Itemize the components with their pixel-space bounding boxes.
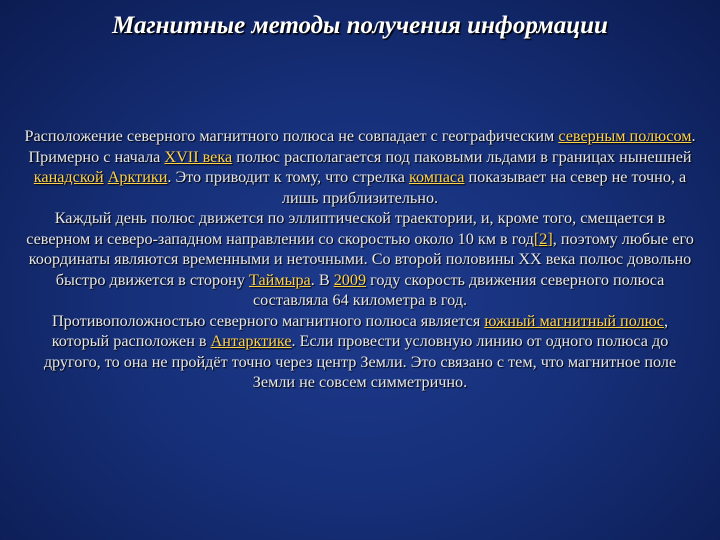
body-text — [22, 126, 698, 393]
text: году скорость движения северного полюса составляла 64 километра в год. — [252, 270, 665, 309]
link-antarctic[interactable]: Антарктике — [210, 332, 292, 350]
link-canadian[interactable]: канадской — [33, 168, 104, 186]
text: полюс располагается под паковыми льдами в границах нынешней — [232, 147, 692, 166]
link-south-magnetic-pole[interactable]: южный магнитный полюс — [484, 311, 664, 330]
link-reference-2[interactable]: [2] — [533, 229, 553, 248]
text: , поэтому любые его координаты являются временными и неточными. Со второй половины XX века полюс довольно быстро движется в сторону — [28, 229, 694, 289]
paragraph-south-pole — [22, 311, 698, 393]
paragraph-north-pole-location — [22, 126, 698, 208]
text: Расположение северного магнитного полюса не совпадает с географическим — [24, 127, 559, 145]
link-arctic[interactable]: Арктики — [107, 168, 168, 186]
slide-title: Магнитные методы получения информации — [112, 12, 608, 39]
text: , который расположен в — [51, 311, 669, 350]
text: . Примерно с начала — [28, 127, 696, 166]
text: Противоположностью северного магнитного полюса является — [51, 311, 485, 330]
paragraph-pole-movement — [22, 208, 698, 311]
text: . В — [310, 270, 334, 289]
link-2009[interactable]: 2009 — [333, 270, 367, 289]
link-taimyr[interactable]: Таймыра — [249, 270, 311, 289]
link-north-pole[interactable]: северным полюсом — [558, 127, 692, 145]
text: Каждый день полюс движется по эллиптической траектории, и, кроме того, смещается в северном и северо-западном направлении со скоростью около 10 км в год — [26, 209, 666, 248]
text: . Это приводит к тому, что стрелка — [167, 168, 409, 186]
link-compass[interactable]: компаса — [408, 168, 465, 186]
text: . Если провести условную линию от одного полюса до другого, то она не пройдёт точно через центр Земли. Это связано с тем, что магнитное поле Земли не совсем симметрично. — [43, 332, 677, 391]
text: показывает на север не точно, а лишь приблизительно. — [281, 168, 687, 207]
link-17th-century[interactable]: XVII века — [164, 147, 233, 166]
